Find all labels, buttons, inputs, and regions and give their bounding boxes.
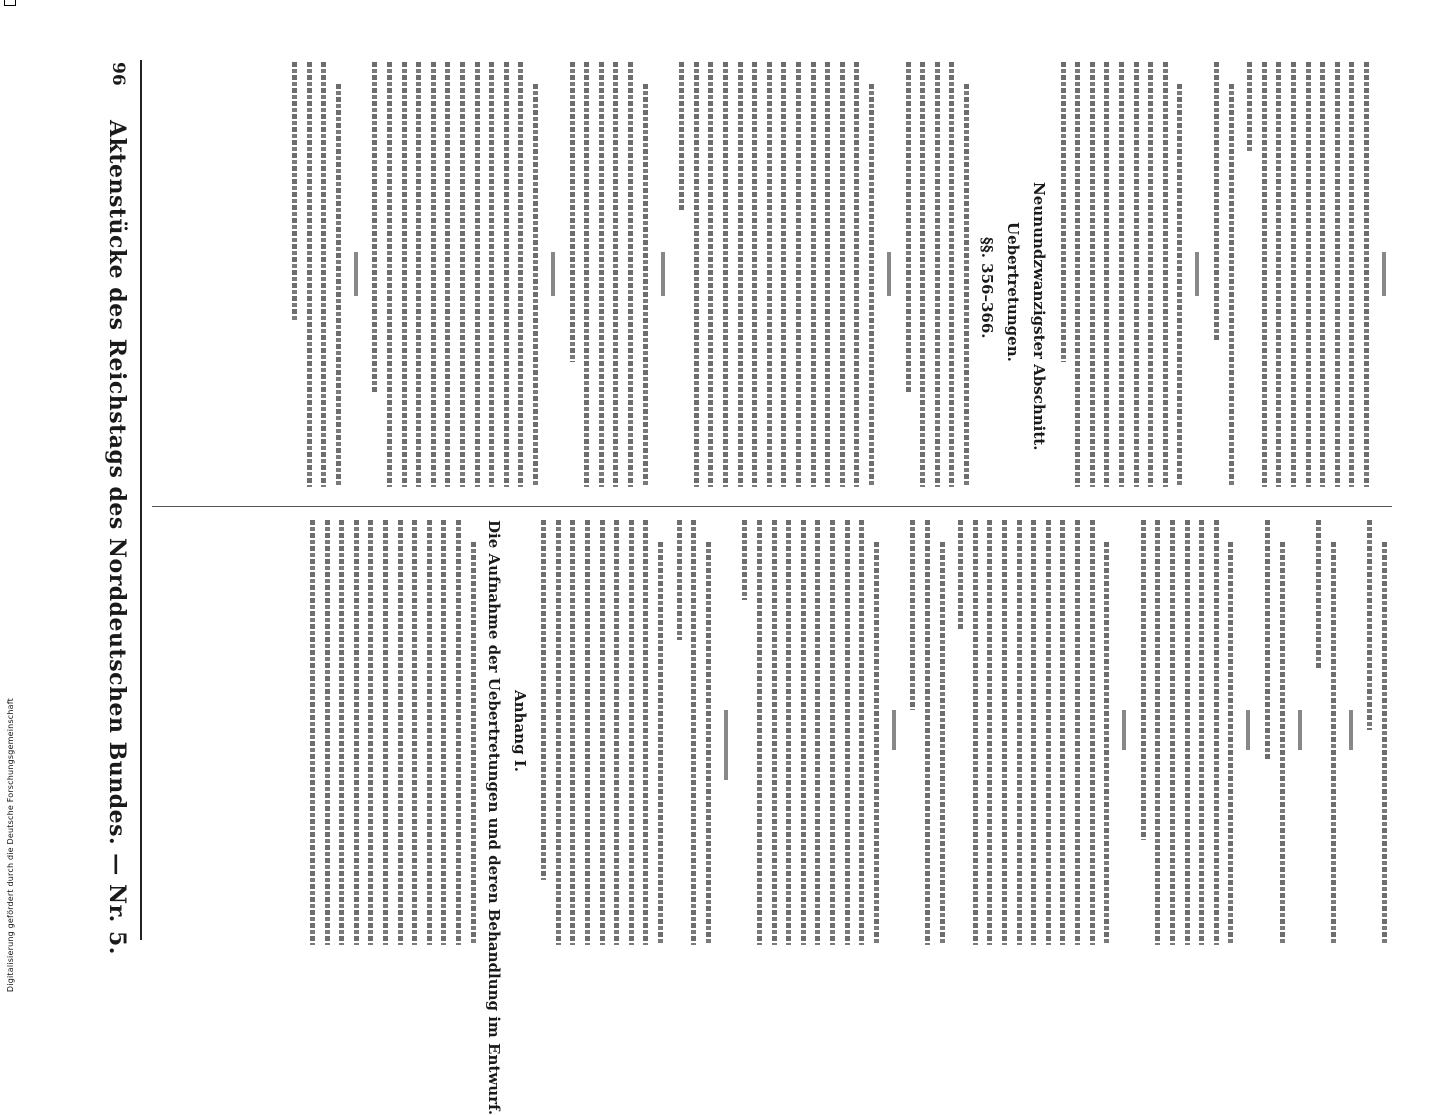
- text-line: [1247, 62, 1252, 152]
- text-line: [1262, 62, 1267, 487]
- header-rule: [140, 60, 142, 940]
- text-line: [1265, 520, 1270, 760]
- section-marker: [354, 252, 358, 296]
- digitization-credit: Digitalisierung gefördert durch die Deutsche Forschungsgemeinschaft: [6, 697, 15, 992]
- text-line: [694, 62, 699, 487]
- text-line: [1148, 62, 1153, 487]
- running-title: Aktenstücke des Reichstags des Norddeutschen Bundes. — Nr. 5.: [104, 120, 130, 955]
- text-line: [427, 520, 432, 945]
- section-marker: [1122, 710, 1126, 750]
- text-line: [1119, 62, 1124, 487]
- text-line: [336, 84, 341, 487]
- text-line: [1104, 62, 1109, 487]
- text-line: [1364, 62, 1369, 487]
- section-range: §§. 356–366.: [978, 237, 996, 339]
- text-line: [1155, 520, 1160, 945]
- section-marker: [1382, 252, 1386, 296]
- text-line: [325, 520, 330, 945]
- text-line: [307, 62, 312, 487]
- text-line: [321, 62, 326, 487]
- text-line: [757, 520, 762, 945]
- text-line: [906, 62, 911, 392]
- text-line: [643, 520, 648, 945]
- text-line: [781, 62, 786, 487]
- page-number: 96: [108, 62, 128, 86]
- text-line: [1002, 520, 1007, 945]
- text-line: [629, 520, 634, 945]
- text-line: [584, 62, 589, 487]
- text-line: [1185, 520, 1190, 945]
- text-line: [1214, 62, 1219, 342]
- text-line: [368, 520, 373, 945]
- text-line: [801, 520, 806, 945]
- text-line: [613, 62, 618, 487]
- section-marker: [892, 710, 896, 750]
- text-line: [489, 62, 494, 487]
- text-line: [402, 62, 407, 487]
- text-line: [1090, 62, 1095, 487]
- text-line: [1141, 520, 1146, 840]
- text-line: [1199, 520, 1204, 945]
- text-line: [874, 542, 879, 945]
- dfg-logo-icon: [4, 0, 16, 6]
- text-line: [416, 62, 421, 487]
- text-line: [786, 520, 791, 945]
- text-line: [585, 520, 590, 945]
- text-line: [920, 62, 925, 487]
- text-line: [1316, 520, 1321, 670]
- text-line: [796, 62, 801, 487]
- text-line: [859, 520, 864, 945]
- text-line: [1031, 520, 1036, 945]
- text-line: [1349, 62, 1354, 487]
- text-line: [845, 520, 850, 945]
- text-line: [869, 84, 874, 487]
- text-line: [441, 520, 446, 945]
- text-line: [570, 520, 575, 945]
- text-line: [460, 62, 465, 487]
- text-line: [1104, 542, 1109, 945]
- text-line: [1075, 520, 1080, 945]
- text-line: [1276, 62, 1281, 487]
- text-line: [1046, 520, 1051, 945]
- text-line: [1320, 62, 1325, 487]
- text-line: [677, 520, 682, 640]
- text-line: [658, 542, 663, 945]
- left-column: [152, 62, 1392, 487]
- text-line: [706, 542, 711, 945]
- text-line: [723, 62, 728, 487]
- text-line: [772, 520, 777, 945]
- text-line: [752, 62, 757, 487]
- text-line: [445, 62, 450, 487]
- text-line: [387, 62, 392, 487]
- text-line: [815, 520, 820, 945]
- text-line: [518, 62, 523, 487]
- text-line: [431, 62, 436, 487]
- text-line: [854, 62, 859, 487]
- text-line: [1331, 542, 1336, 945]
- text-line: [925, 520, 930, 945]
- text-line: [1060, 520, 1065, 945]
- text-line: [1134, 62, 1139, 487]
- column-divider: [152, 506, 1392, 507]
- section-marker: [1195, 252, 1199, 296]
- text-line: [504, 62, 509, 487]
- section-marker: [551, 252, 555, 296]
- text-line: [973, 520, 978, 945]
- text-line: [1170, 520, 1175, 945]
- text-line: [570, 62, 575, 362]
- section-marker: [1246, 710, 1250, 750]
- section-marker: [1349, 710, 1353, 750]
- section-marker: [724, 710, 728, 780]
- text-line: [940, 542, 945, 945]
- text-line: [628, 62, 633, 487]
- text-line: [398, 520, 403, 945]
- text-line: [811, 62, 816, 487]
- text-line: [825, 62, 830, 487]
- text-line: [383, 520, 388, 945]
- section-heading: Neunundzwanzigster Abschnitt.: [1030, 182, 1048, 451]
- appendix-subtitle: Die Aufnahme der Uebertretungen und deren Behandlung im Entwurf.: [484, 520, 503, 1115]
- text-line: [643, 84, 648, 487]
- text-line: [475, 62, 480, 487]
- text-line: [1280, 542, 1285, 945]
- text-line: [949, 62, 954, 487]
- text-line: [1177, 84, 1182, 487]
- text-line: [412, 520, 417, 945]
- text-line: [1382, 542, 1387, 945]
- section-marker: [1298, 710, 1302, 750]
- text-line: [456, 520, 461, 945]
- text-line: [691, 520, 696, 945]
- text-line: [1228, 542, 1233, 945]
- text-line: [1229, 84, 1234, 487]
- text-line: [1090, 520, 1095, 945]
- text-line: [910, 520, 915, 710]
- text-line: [1061, 62, 1066, 362]
- text-line: [1335, 62, 1340, 487]
- text-line: [339, 520, 344, 945]
- text-line: [1163, 62, 1168, 487]
- text-line: [533, 84, 538, 487]
- text-line: [372, 62, 377, 392]
- text-line: [840, 62, 845, 487]
- text-line: [767, 62, 772, 487]
- section-marker: [661, 252, 665, 296]
- text-line: [1291, 62, 1296, 487]
- text-line: [935, 62, 940, 487]
- text-line: [614, 520, 619, 945]
- text-line: [1017, 520, 1022, 945]
- text-line: [964, 84, 969, 487]
- text-line: [679, 62, 684, 212]
- section-subheading: Uebertretungen.: [1004, 222, 1022, 362]
- text-line: [556, 520, 561, 945]
- appendix-title: Anhang I.: [510, 690, 529, 773]
- section-marker: [887, 252, 891, 296]
- text-line: [958, 520, 963, 630]
- text-line: [1306, 62, 1311, 487]
- text-line: [830, 520, 835, 945]
- text-line: [987, 520, 992, 945]
- text-line: [541, 520, 546, 880]
- text-line: [708, 62, 713, 487]
- text-line: [738, 62, 743, 487]
- text-line: [310, 520, 315, 945]
- text-line: [1214, 520, 1219, 945]
- text-line: [1075, 62, 1080, 487]
- right-column: [152, 520, 1392, 1115]
- text-line: [599, 62, 604, 487]
- text-line: [354, 520, 359, 945]
- text-line: [742, 520, 747, 600]
- text-line: [471, 542, 476, 945]
- text-line: [600, 520, 605, 945]
- text-line: [1367, 520, 1372, 730]
- text-line: [292, 62, 297, 322]
